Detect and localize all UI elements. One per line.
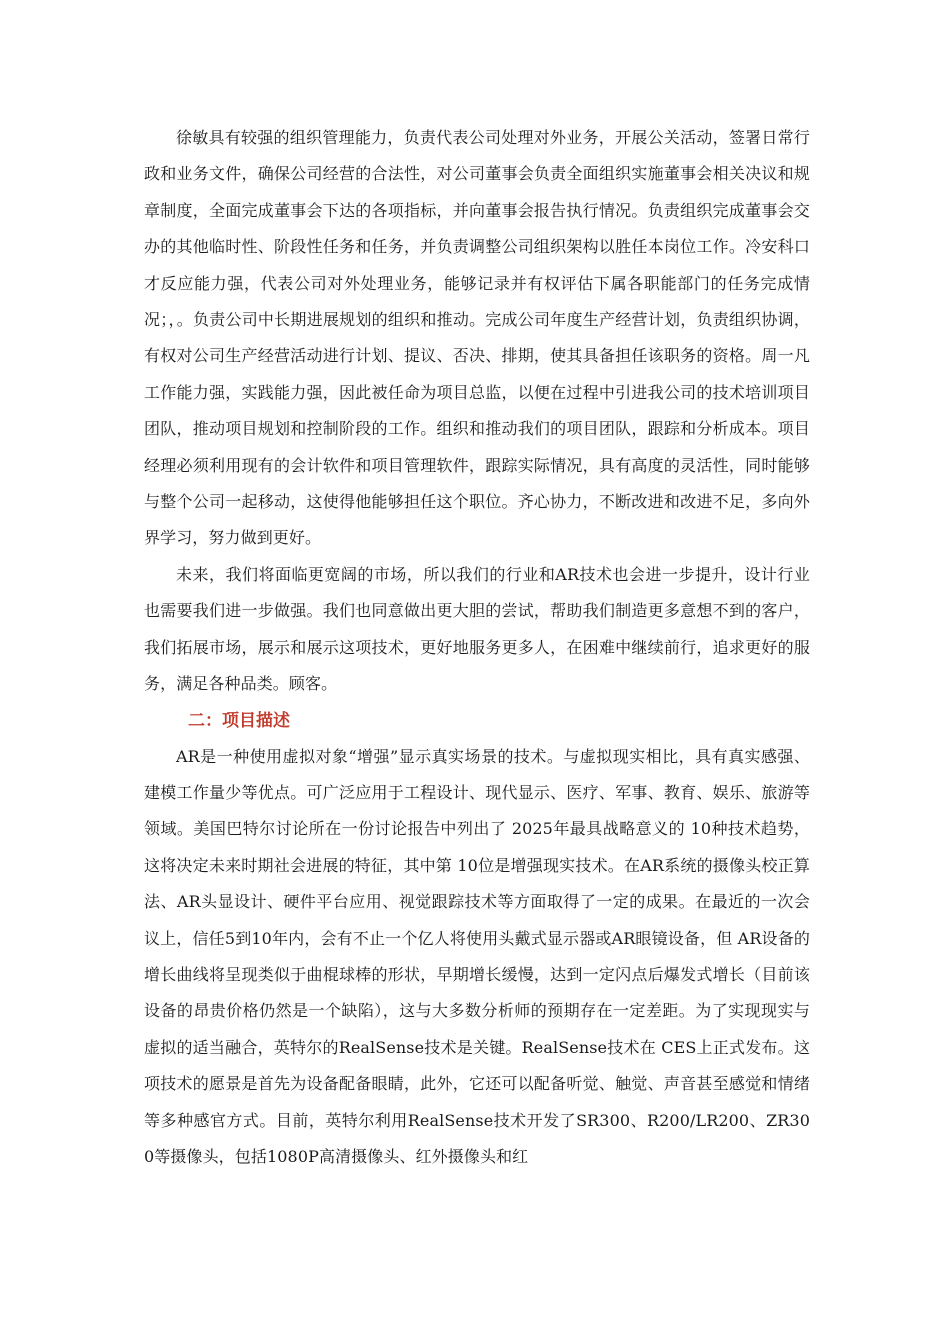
paragraph-future-outlook: 未来，我们将面临更宽阔的市场，所以我们的行业和AR技术也会进一步提升，设计行业也需要我们进一步做强。我们也同意做出更大胆的尝试，帮助我们制造更多意想不到的客户，我们拓展市场，展示和展示这项技术，更好地服务更多人，在困难中继续前行，追求更好的服务，满足各种品类。顾客。 xyxy=(144,564,810,694)
paragraph-ar-description: AR是一种使用虚拟对象“增强”显示真实场景的技术。与虚拟现实相比，具有真实感强、建模工作量少等优点。可广泛应用于工程设计、现代显示、医疗、军事、教育、娱乐、旅游等领域。美国巴特尔讨论所在一份讨论报告中列出了 2025年最具战略意义的 10种技术趋势，这将决定未来时期社会进展的特征，其中第 10位是增强现实技术。在AR系统的摄像头校正算法、AR头显设计、硬件平台应用、视觉跟踪技术等方面取得了一定的成果。在最近的一次会议上，信任5到10年内，会有不止一个亿人将使用头戴式显示器或AR眼镜设备，但 AR设备的增长曲线将呈现类似于曲棍球棒的形状，早期增长缓慢，达到一定闪点后爆发式增长（目前该设备的昂贵价格仍然是一个缺陷），这与大多数分析师的预期存在一定差距。为了实现现实与虚拟的适当融合，英特尔的RealSense技术是关键。RealSense技术在 CES上正式发布。这项技术的愿景是首先为设备配备眼睛，此外，它还可以配备听觉、触觉、声音甚至感觉和情绪等多种感官方式。目前，英特尔利用RealSense技术开发了SR300、R200/LR200、ZR300等摄像头，包括1080P高清摄像头、红外摄像头和红 xyxy=(144,746,810,1166)
section-heading: 二：项目描述 xyxy=(188,710,290,731)
paragraph-team-management: 徐敏具有较强的组织管理能力，负责代表公司处理对外业务，开展公关活动，签署日常行政和业务文件，确保公司经营的合法性，对公司董事会负责全面组织实施董事会相关决议和规章制度，全面完成董事会下达的各项指标，并向董事会报告执行情况。负责组织完成董事会交办的其他临时性、阶段性任务和任务，并负责调整公司组织架构以胜任本岗位工作。冷安科口才反应能力强，代表公司对外处理业务，能够记录并有权评估下属各职能部门的任务完成情况；，。负责公司中长期进展规划的组织和推动。完成公司年度生产经营计划，负责组织协调，有权对公司生产经营活动进行计划、提议、否决、排期，使其具备担任该职务的资格。周一凡工作能力强，实践能力强，因此被任命为项目总监，以便在过程中引进我公司的技术培训项目团队，推动项目规划和控制阶段的工作。组织和推动我们的项目团队，跟踪和分析成本。项目经理必须利用现有的会计软件和项目管理软件，跟踪实际情况，具有高度的灵活性，同时能够与整个公司一起移动，这使得他能够担任这个职位。齐心协力，不断改进和改进不足，多向外界学习，努力做到更好。 xyxy=(144,128,810,548)
document-body xyxy=(144,120,810,1175)
